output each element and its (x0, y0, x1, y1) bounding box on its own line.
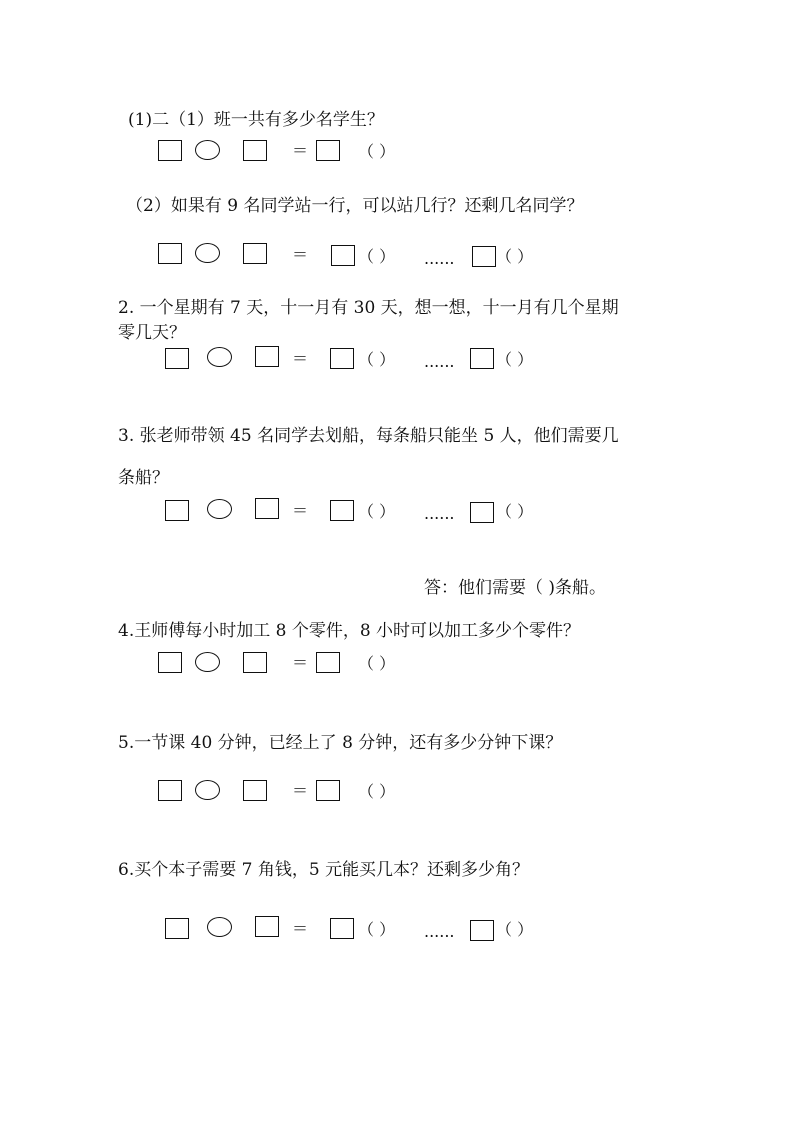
question-3-text-line-1: 3. 张老师带领 45 名同学去划船，每条船只能坐 5 人，他们需要几 (118, 426, 619, 446)
equals-sign: ＝ (292, 141, 309, 160)
equals-sign: ＝ (292, 501, 309, 520)
answer-box-operand-2[interactable] (243, 243, 267, 264)
unit-parentheses: （ ） (358, 247, 396, 266)
answer-box-operand-2[interactable] (255, 346, 279, 367)
remainder-unit-parentheses: （ ） (496, 247, 534, 266)
remainder-dots: ...... (424, 249, 455, 268)
unit-parentheses: （ ） (358, 142, 396, 161)
answer-box-quotient[interactable] (330, 500, 354, 521)
equals-sign: ＝ (292, 245, 309, 264)
operator-circle[interactable] (195, 140, 220, 160)
answer-box-operand-1[interactable] (158, 243, 182, 264)
equals-sign: ＝ (292, 919, 309, 938)
answer-box-remainder[interactable] (472, 246, 496, 267)
question-2-text-line-1: 2. 一个星期有 7 天，十一月有 30 天，想一想，十一月有几个星期 (118, 298, 619, 318)
remainder-unit-parentheses: （ ） (496, 350, 534, 369)
question-3-text-line-2: 条船？ (118, 468, 169, 488)
question-6-text: 6.买个本子需要 7 角钱，5 元能买几本？还剩多少角？ (118, 860, 530, 880)
operator-circle[interactable] (207, 347, 232, 367)
question-1-part-2-text: （2）如果有 9 名同学站一行，可以站几行？还剩几名同学？ (126, 196, 584, 216)
answer-box-operand-1[interactable] (165, 500, 189, 521)
answer-box-operand-1[interactable] (158, 140, 182, 161)
answer-box-operand-2[interactable] (243, 140, 267, 161)
answer-box-operand-2[interactable] (255, 498, 279, 519)
answer-box-result[interactable] (316, 140, 340, 161)
answer-box-remainder[interactable] (470, 348, 494, 369)
unit-parentheses: （ ） (358, 502, 396, 521)
question-5-text: 5.一节课 40 分钟，已经上了 8 分钟，还有多少分钟下课？ (118, 733, 563, 753)
equals-sign: ＝ (292, 781, 309, 800)
operator-circle[interactable] (207, 499, 232, 519)
remainder-unit-parentheses: （ ） (496, 920, 534, 939)
question-4-text: 4.王师傅每小时加工 8 个零件，8 小时可以加工多少个零件？ (118, 621, 581, 641)
answer-box-quotient[interactable] (330, 918, 354, 939)
unit-parentheses: （ ） (358, 654, 396, 673)
answer-box-result[interactable] (316, 780, 340, 801)
operator-circle[interactable] (195, 652, 220, 672)
answer-box-operand-2[interactable] (243, 780, 267, 801)
answer-box-operand-1[interactable] (158, 780, 182, 801)
answer-box-operand-2[interactable] (255, 916, 279, 937)
unit-parentheses: （ ） (358, 920, 396, 939)
equals-sign: ＝ (292, 653, 309, 672)
answer-box-remainder[interactable] (470, 920, 494, 941)
unit-parentheses: （ ） (358, 782, 396, 801)
answer-box-operand-1[interactable] (158, 652, 182, 673)
answer-box-remainder[interactable] (470, 502, 494, 523)
question-1-part-1-text: (1)二（1）班一共有多少名学生？ (128, 110, 384, 130)
remainder-dots: ...... (424, 352, 455, 371)
remainder-unit-parentheses: （ ） (496, 502, 534, 521)
question-2-text-line-2: 零几天？ (118, 323, 186, 343)
answer-box-quotient[interactable] (330, 348, 354, 369)
equals-sign: ＝ (292, 349, 309, 368)
answer-box-operand-1[interactable] (165, 348, 189, 369)
answer-box-operand-1[interactable] (165, 918, 189, 939)
remainder-dots: ...... (424, 504, 455, 523)
unit-parentheses: （ ） (358, 350, 396, 369)
remainder-dots: ...... (424, 922, 455, 941)
answer-sentence: 答：他们需要（ )条船。 (424, 578, 607, 598)
operator-circle[interactable] (195, 243, 220, 263)
answer-box-operand-2[interactable] (243, 652, 267, 673)
operator-circle[interactable] (195, 780, 220, 800)
operator-circle[interactable] (207, 917, 232, 937)
answer-box-result[interactable] (316, 652, 340, 673)
answer-box-quotient[interactable] (331, 245, 355, 266)
